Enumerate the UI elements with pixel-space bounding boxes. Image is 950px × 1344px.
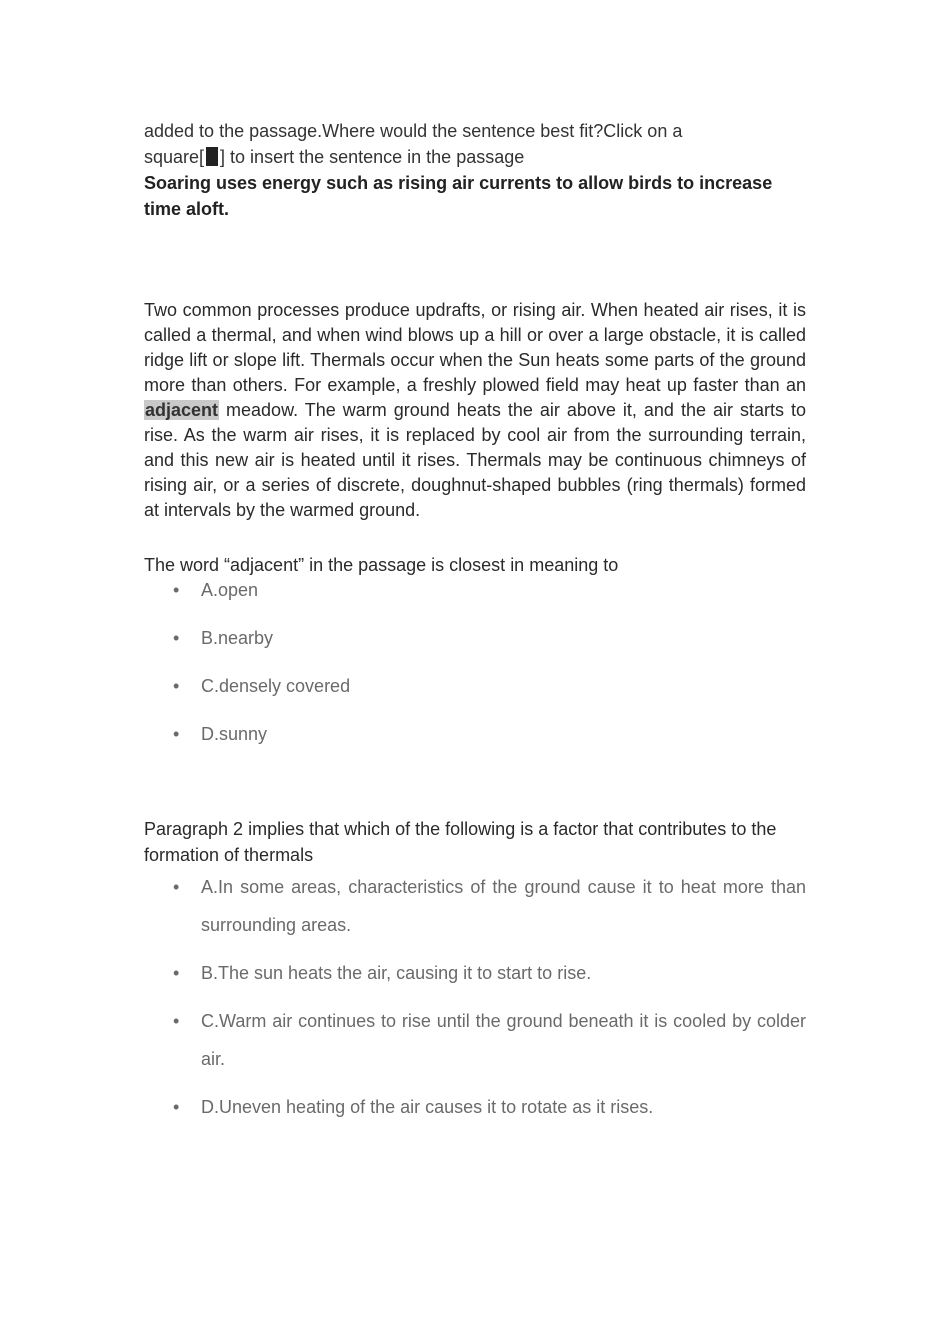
passage-paragraph: [144, 298, 806, 523]
instruction-line-1: added to the passage.Where would the sentence best fit?Click on a: [144, 121, 683, 141]
bullet-icon: •: [173, 580, 180, 600]
option-label: C.Warm air continues to rise until the ground beneath it is cooled by colder air.: [201, 1011, 806, 1069]
bullet-icon: •: [173, 676, 180, 696]
question-1-prompt: The word “adjacent” in the passage is closest in meaning to: [144, 555, 619, 575]
bullet-icon: •: [173, 963, 180, 983]
bullet-icon: •: [173, 1011, 180, 1031]
highlighted-word: adjacent: [145, 400, 219, 420]
question-1-options: [144, 578, 806, 746]
document-page: [144, 118, 806, 1136]
instruction-square-prefix: square[: [144, 147, 205, 167]
option-label: A.In some areas, characteristics of the ground cause it to heat more than surrounding areas.: [201, 877, 806, 935]
bullet-icon: •: [173, 877, 180, 897]
insert-sentence: Soaring uses energy such as rising air currents to allow birds to increase time aloft.: [144, 173, 773, 219]
passage-text-before: Two common processes produce updrafts, or rising air. When heated air rises, it is called a thermal, and when wind blows up a hill or over a large obstacle, it is called ridge lift or slope lift. Thermals occur when the Sun heats some parts of the ground more than others. For example, a freshly plowed field may heat up faster than an: [144, 300, 806, 395]
option-label: A.open: [201, 580, 259, 600]
option-label: D.sunny: [201, 724, 268, 744]
insert-square-icon[interactable]: [206, 147, 218, 166]
option-label: B.nearby: [201, 628, 274, 648]
bullet-icon: •: [173, 1097, 180, 1117]
question-1-option-a[interactable]: [144, 578, 806, 602]
option-label: B.The sun heats the air, causing it to start to rise.: [201, 963, 592, 983]
question-2-option-c[interactable]: [144, 1002, 806, 1078]
instruction-line-2: [144, 144, 806, 170]
bullet-icon: •: [173, 628, 180, 648]
instruction-square-suffix: ] to insert the sentence in the passage: [220, 147, 525, 167]
question-2-option-d[interactable]: [144, 1088, 806, 1126]
question-2-prompt: Paragraph 2 implies that which of the following is a factor that contributes to the formation of thermals: [144, 819, 777, 865]
passage-text-after: meadow. The warm ground heats the air above it, and the air starts to rise. As the warm air rises, it is replaced by cool air from the surrounding terrain, and this new air is heated until it rises. Thermals may be continuous chimneys of rising air, or a series of discrete, doughnut-shaped bubbles (ring thermals) formed at intervals by the warmed ground.: [144, 400, 806, 520]
question-2-option-b[interactable]: [144, 954, 806, 992]
question-2-option-a[interactable]: [144, 868, 806, 944]
question-1-option-c[interactable]: [144, 674, 806, 698]
question-1-option-b[interactable]: [144, 626, 806, 650]
option-label: C.densely covered: [201, 676, 351, 696]
question-1-option-d[interactable]: [144, 722, 806, 746]
question-2-options: [144, 868, 806, 1126]
bullet-icon: •: [173, 724, 180, 744]
option-label: D.Uneven heating of the air causes it to rotate as it rises.: [201, 1097, 654, 1117]
